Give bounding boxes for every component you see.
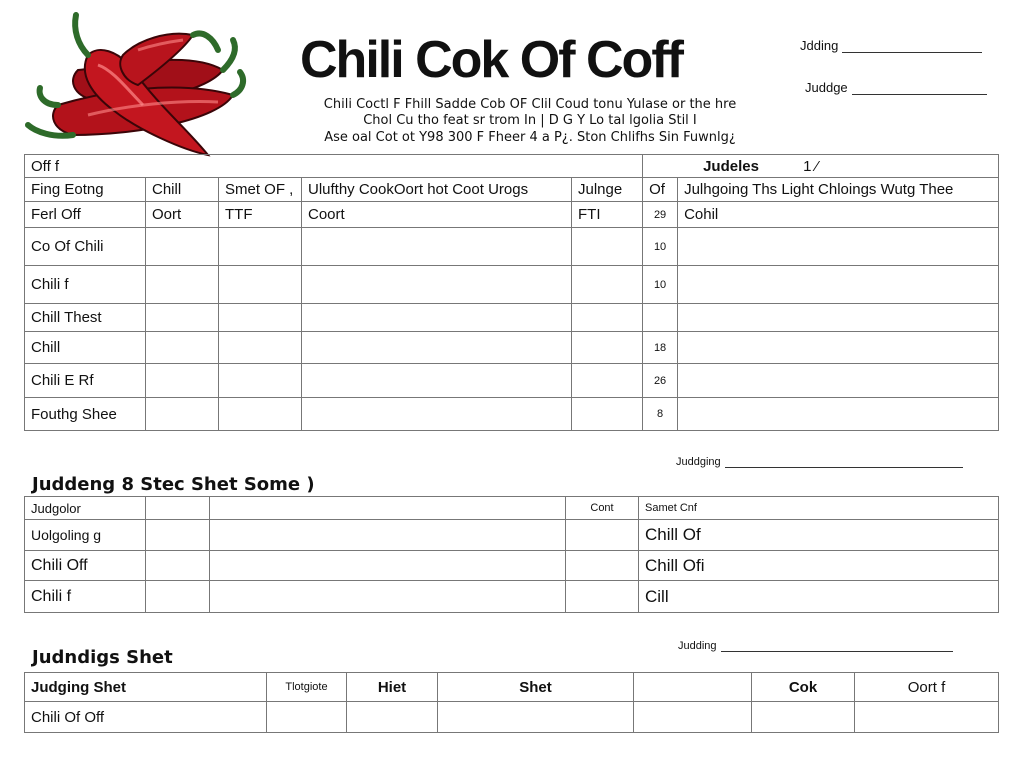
table-cell: Judeles 1 ⁄	[643, 155, 999, 178]
table-row[interactable]	[25, 364, 999, 398]
table-cell: Julnge	[572, 178, 643, 202]
table-cell: Chili Of Off	[25, 702, 267, 733]
table-row[interactable]	[25, 332, 999, 364]
table-cell: Oort f	[855, 673, 999, 702]
table-cell	[210, 520, 566, 551]
final-sheet-table	[24, 672, 999, 733]
table-cell	[146, 364, 219, 398]
table-cell	[302, 228, 572, 266]
table-cell: TTF	[219, 202, 302, 228]
table-header-row	[25, 497, 999, 520]
table-cell: Cill	[639, 581, 999, 613]
section-title: Judndigs Shet	[32, 647, 173, 668]
table-cell: Hiet	[347, 673, 438, 702]
table-row[interactable]	[25, 266, 999, 304]
table-cell: Off f	[25, 155, 643, 178]
table-cell: 29	[643, 202, 678, 228]
table-cell	[572, 364, 643, 398]
table-cell	[302, 266, 572, 304]
table-header-row	[25, 178, 999, 202]
table-cell	[219, 304, 302, 332]
table-cell: Chill Ofi	[639, 551, 999, 581]
table-cell	[146, 551, 210, 581]
table-cell	[572, 266, 643, 304]
table-cell	[219, 228, 302, 266]
table-cell	[643, 304, 678, 332]
judge-label: Judding	[678, 640, 717, 652]
table-cell	[752, 702, 855, 733]
table-cell: Cok	[752, 673, 855, 702]
table-cell	[219, 266, 302, 304]
subtitle-line-2: Chol Cu tho feat sr trom In | D G Y Lo tal lgolia Stil I	[363, 113, 697, 128]
table-cell	[146, 228, 219, 266]
table-cell: Shet	[438, 673, 634, 702]
table-cell: Of	[643, 178, 678, 202]
table-cell	[302, 398, 572, 431]
table-cell	[210, 551, 566, 581]
table-cell: 8	[643, 398, 678, 431]
table-cell	[347, 702, 438, 733]
table-cell: Chill Thest	[25, 304, 146, 332]
judge-label: Juddge	[805, 80, 848, 95]
table-cell	[302, 364, 572, 398]
chili-peppers-icon	[18, 10, 248, 160]
table-header-row	[25, 673, 999, 702]
judging-sheet-table	[24, 496, 999, 613]
table-cell: Co Of Chili	[25, 228, 146, 266]
table-cell	[678, 228, 999, 266]
table-cell: Chili f	[25, 266, 146, 304]
table-cell	[678, 266, 999, 304]
judge-label: Jdding	[800, 38, 839, 53]
table-cell	[566, 551, 639, 581]
table-cell: Julhgoing Ths Light Chloings Wutg Thee	[678, 178, 999, 202]
table-cell: 26	[643, 364, 678, 398]
table-cell	[572, 398, 643, 431]
table-cell: Chill Of	[639, 520, 999, 551]
table-cell	[566, 520, 639, 551]
table-cell: FTI	[572, 202, 643, 228]
table-cell	[678, 332, 999, 364]
table-row[interactable]	[25, 520, 999, 551]
page-title: Chili Cok Of Coff	[300, 31, 682, 89]
table-cell	[267, 702, 347, 733]
table-cell: Chili E Rf	[25, 364, 146, 398]
table-cell	[210, 497, 566, 520]
table-header-row	[25, 155, 999, 178]
table-cell: Chili f	[25, 581, 146, 613]
judge-name-line-2[interactable]	[805, 80, 987, 95]
table-cell: 10	[643, 266, 678, 304]
table-row[interactable]	[25, 202, 999, 228]
table-cell: Coort	[302, 202, 572, 228]
table-cell	[634, 702, 752, 733]
table-cell	[210, 581, 566, 613]
table-cell	[438, 702, 634, 733]
judge-label: Juddging	[676, 456, 721, 468]
table-cell: Samet Cnf	[639, 497, 999, 520]
table-cell	[146, 304, 219, 332]
judge-name-line-3[interactable]	[676, 456, 963, 468]
table-cell	[302, 304, 572, 332]
table-cell	[855, 702, 999, 733]
table-cell	[572, 332, 643, 364]
table-row[interactable]	[25, 304, 999, 332]
table-cell	[566, 581, 639, 613]
table-cell: Cohil	[678, 202, 999, 228]
table-cell	[146, 332, 219, 364]
table-row[interactable]	[25, 581, 999, 613]
subtitle-line-1: Chili Coctl F Fhill Sadde Cob OF Clil Coud tonu Yulase or the hre	[323, 97, 737, 112]
table-cell	[678, 364, 999, 398]
table-cell	[146, 581, 210, 613]
table-cell: Uolgoling g	[25, 520, 146, 551]
table-cell: Fing Eotng	[25, 178, 146, 202]
table-cell	[634, 673, 752, 702]
table-row[interactable]	[25, 551, 999, 581]
table-cell: 18	[643, 332, 678, 364]
table-cell: Fouthg Shee	[25, 398, 146, 431]
subtitle-line-3: Ase oal Cot ot Y98 300 F Fheer 4 a P¿. Ston Chlifhs Sin Fuwnlg¿	[324, 130, 736, 145]
table-cell	[146, 398, 219, 431]
table-cell: Judgolor	[25, 497, 146, 520]
section-title: Juddeng 8 Stec Shet Some )	[32, 474, 315, 495]
table-cell: Oort	[146, 202, 219, 228]
judge-name-line-4[interactable]	[678, 640, 953, 652]
table-cell	[572, 304, 643, 332]
table-cell	[572, 228, 643, 266]
table-cell	[219, 364, 302, 398]
table-cell	[219, 332, 302, 364]
table-row[interactable]	[25, 398, 999, 431]
table-cell	[219, 398, 302, 431]
table-cell: Chill	[25, 332, 146, 364]
table-cell	[146, 266, 219, 304]
table-cell: Chili Off	[25, 551, 146, 581]
table-cell: Chill	[146, 178, 219, 202]
table-cell: Ulufthy CookOort hot Coot Urogs	[302, 178, 572, 202]
table-cell: Smet OF ,	[219, 178, 302, 202]
table-row[interactable]	[25, 228, 999, 266]
table-cell: Judging Shet	[25, 673, 267, 702]
table-cell: Tlotgiote	[267, 673, 347, 702]
table-cell	[146, 520, 210, 551]
table-cell: Ferl Off	[25, 202, 146, 228]
table-cell	[302, 332, 572, 364]
judge-name-line-1[interactable]	[800, 38, 982, 53]
table-row[interactable]	[25, 702, 999, 733]
scoring-table	[24, 154, 999, 431]
table-cell: 10	[643, 228, 678, 266]
table-cell	[678, 304, 999, 332]
table-cell: Cont	[566, 497, 639, 520]
table-cell	[678, 398, 999, 431]
table-cell	[146, 497, 210, 520]
